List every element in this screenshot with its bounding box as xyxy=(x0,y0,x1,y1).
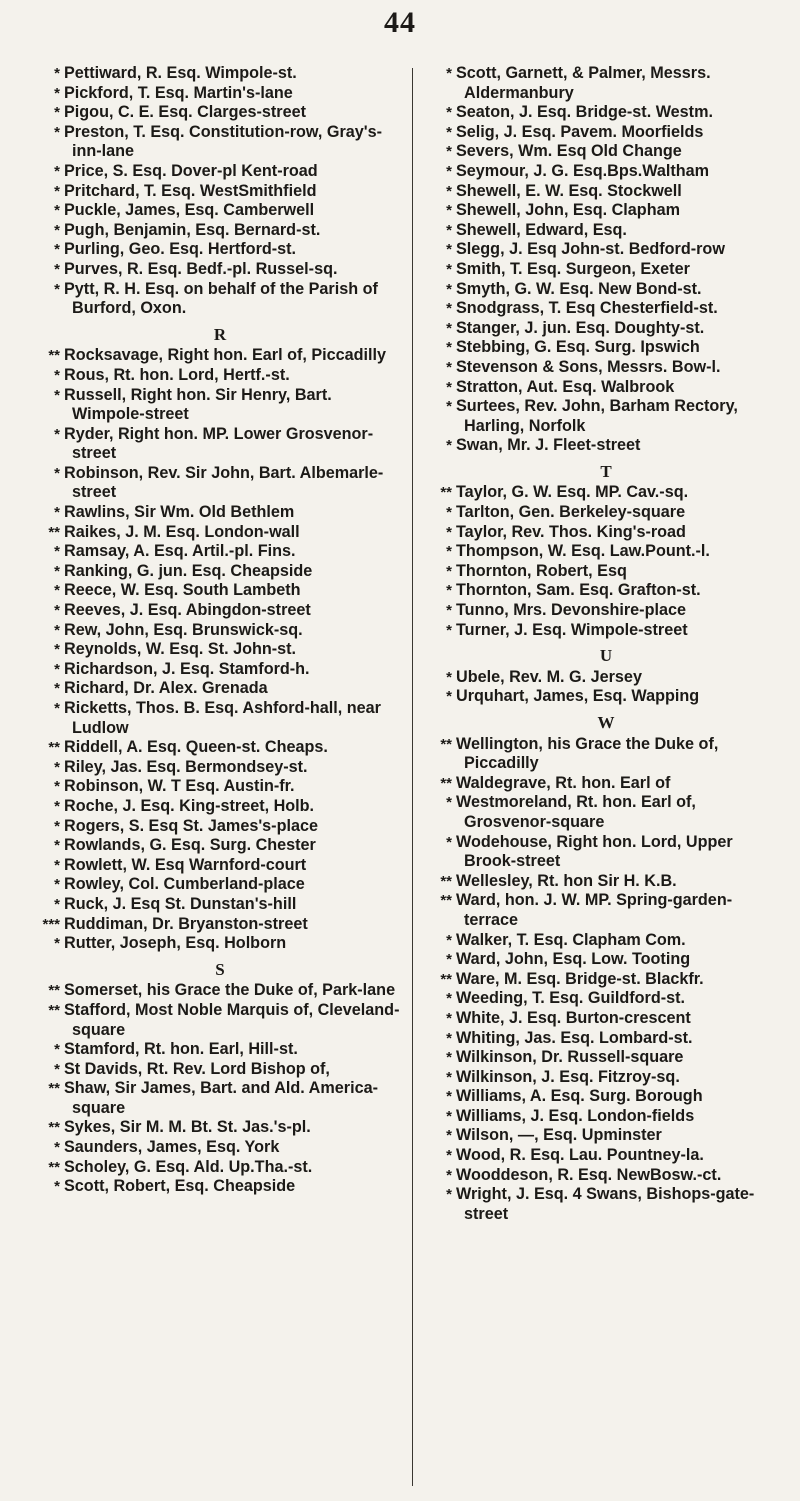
subscription-mark: * xyxy=(54,280,60,298)
subscriber-text: Pigou, C. E. Esq. Clarges-street xyxy=(64,103,306,122)
subscriber-entry xyxy=(436,1048,784,1068)
subscription-mark: ** xyxy=(440,970,452,988)
subscriber-text: Ruddiman, Dr. Bryanston-street xyxy=(64,914,308,933)
subscriber-text: Taylor, G. W. Esq. MP. Cav.-sq. xyxy=(456,483,689,502)
subscriber-text: Westmoreland, Rt. hon. Earl of, Grosvenor-square xyxy=(456,793,696,831)
subscriber-entry xyxy=(44,621,404,641)
subscription-mark: * xyxy=(446,104,452,122)
subscriber-entry xyxy=(436,142,784,162)
subscription-mark: * xyxy=(54,202,60,220)
subscriber-entry xyxy=(436,1166,784,1186)
subscriber-text: Snodgrass, T. Esq Chesterfield-st. xyxy=(456,299,718,318)
subscription-mark: * xyxy=(54,504,60,522)
subscriber-text: Scott, Garnett, & Palmer, Messrs. Aldermanbury xyxy=(456,64,711,102)
subscriber-text: Pugh, Benjamin, Esq. Bernard-st. xyxy=(64,220,321,239)
subscription-mark: * xyxy=(446,543,452,561)
subscriber-entry xyxy=(44,386,404,425)
subscription-mark: * xyxy=(54,562,60,580)
subscriber-text: Stevenson & Sons, Messrs. Bow-l. xyxy=(456,357,721,376)
subscriber-text: Rocksavage, Right hon. Earl of, Piccadilly xyxy=(64,346,387,365)
subscriber-entry xyxy=(436,1185,784,1224)
subscriber-text: Tarlton, Gen. Berkeley-square xyxy=(456,503,686,522)
subscription-mark: * xyxy=(446,221,452,239)
subscription-mark: * xyxy=(54,182,60,200)
page-number: 44 xyxy=(384,6,416,39)
subscriber-text: Reece, W. Esq. South Lambeth xyxy=(64,581,301,600)
subscriber-text: Wood, R. Esq. Lau. Pountney-la. xyxy=(456,1146,704,1165)
subscriber-text: Wooddeson, R. Esq. NewBosw.-ct. xyxy=(456,1165,722,1184)
subscription-mark: ** xyxy=(440,484,452,502)
subscriber-text: Weeding, T. Esq. Guildford-st. xyxy=(456,989,686,1008)
subscriber-text: Price, S. Esq. Dover-pl Kent-road xyxy=(64,161,318,180)
subscriber-text: Stafford, Most Noble Marquis of, Cleveland-square xyxy=(64,1000,400,1039)
subscription-mark: * xyxy=(446,621,452,639)
subscriber-entry xyxy=(44,934,404,954)
section-letter: W xyxy=(597,713,615,732)
subscriber-text: Wilson, —, Esq. Upminster xyxy=(456,1126,662,1145)
subscriber-entry xyxy=(44,523,404,543)
subscription-mark: ** xyxy=(48,1158,60,1176)
subscriber-entry xyxy=(44,895,404,915)
subscriber-text: Saunders, James, Esq. York xyxy=(64,1138,280,1157)
subscriber-entry xyxy=(436,1068,784,1088)
subscriber-text: Rutter, Joseph, Esq. Holborn xyxy=(64,934,287,953)
subscriber-text: Sykes, Sir M. M. Bt. St. Jas.'s-pl. xyxy=(64,1118,311,1137)
subscriber-text: Rowlett, W. Esq Warnford-court xyxy=(64,855,307,874)
subscriber-text: Selig, J. Esq. Pavem. Moorfields xyxy=(456,122,704,141)
subscriber-entry xyxy=(436,483,784,503)
subscription-mark: * xyxy=(54,464,60,482)
subscriber-entry xyxy=(44,660,404,680)
subscriber-entry xyxy=(44,64,404,84)
subscription-mark: * xyxy=(446,1186,452,1204)
subscriber-entry xyxy=(44,1060,404,1080)
subscriber-text: Seymour, J. G. Esq.Bps.Waltham xyxy=(456,161,710,180)
subscription-mark: * xyxy=(54,1178,60,1196)
subscriber-entry xyxy=(44,915,404,935)
subscriber-entry xyxy=(44,201,404,221)
subscriber-text: Ubele, Rev. M. G. Jersey xyxy=(456,667,642,686)
subscriber-entry xyxy=(436,503,784,523)
subscription-mark: * xyxy=(446,1029,452,1047)
subscriber-text: Preston, T. Esq. Constitution-row, Gray's-inn-lane xyxy=(64,122,383,161)
subscriber-text: Wilkinson, J. Esq. Fitzroy-sq. xyxy=(456,1067,680,1086)
section-letter: S xyxy=(215,959,225,979)
subscriber-entry xyxy=(436,103,784,123)
subscriber-entry xyxy=(436,221,784,241)
subscriber-entry xyxy=(436,378,784,398)
section-letter: R xyxy=(213,324,227,344)
subscription-mark: * xyxy=(446,300,452,318)
subscription-mark: * xyxy=(446,504,452,522)
subscriber-entry xyxy=(436,358,784,378)
subscriber-text: Rowlands, G. Esq. Surg. Chester xyxy=(64,836,316,855)
subscription-mark: * xyxy=(446,162,452,180)
subscription-mark: ** xyxy=(48,982,60,1000)
subscriber-entry xyxy=(44,103,404,123)
subscription-mark: * xyxy=(54,260,60,278)
subscription-mark: * xyxy=(446,1166,452,1184)
subscriber-entry xyxy=(44,503,404,523)
subscriber-entry xyxy=(436,687,784,707)
subscription-mark: * xyxy=(446,1068,452,1086)
section-letter: T xyxy=(600,461,612,481)
subscriber-entry xyxy=(44,1040,404,1060)
subscription-mark: * xyxy=(54,425,60,443)
subscriber-entry xyxy=(44,562,404,582)
subscriber-text: Smith, T. Esq. Surgeon, Exeter xyxy=(456,259,690,278)
subscriber-entry xyxy=(44,1118,404,1138)
subscription-mark: ** xyxy=(48,739,60,757)
subscription-mark: * xyxy=(446,562,452,580)
subscription-mark: * xyxy=(446,437,452,455)
subscriber-text: Stebbing, G. Esq. Surg. Ipswich xyxy=(456,338,700,357)
subscription-mark: * xyxy=(446,143,452,161)
subscription-mark: * xyxy=(54,895,60,913)
subscription-mark: * xyxy=(446,123,452,141)
subscription-mark: * xyxy=(54,817,60,835)
subscription-mark: * xyxy=(54,700,60,717)
subscriber-text: Rawlins, Sir Wm. Old Bethlem xyxy=(64,503,295,522)
subscriber-entry xyxy=(44,758,404,778)
subscriber-text: Pritchard, T. Esq. WestSmithfield xyxy=(64,181,317,200)
subscriber-text: Ruck, J. Esq St. Dunstan's-hill xyxy=(64,894,297,913)
subscription-mark: * xyxy=(446,358,452,376)
subscriber-entry xyxy=(436,123,784,143)
subscription-mark: * xyxy=(54,876,60,894)
subscription-mark: ** xyxy=(48,1001,60,1019)
subscriber-text: Pickford, T. Esq. Martin's-lane xyxy=(64,83,293,102)
subscription-mark: ** xyxy=(440,892,452,910)
subscription-mark: * xyxy=(54,758,60,776)
subscription-mark: * xyxy=(54,84,60,102)
subscriber-text: Richardson, J. Esq. Stamford-h. xyxy=(64,659,310,678)
subscription-mark: * xyxy=(446,668,452,686)
subscription-mark: * xyxy=(446,1009,452,1027)
subscription-mark: * xyxy=(446,833,452,851)
right-column xyxy=(428,64,784,1224)
subscriber-text: Urquhart, James, Esq. Wapping xyxy=(456,687,700,706)
subscriber-entry xyxy=(436,774,784,794)
subscriber-entry xyxy=(436,668,784,688)
subscriber-text: Wodehouse, Right hon. Lord, Upper Brook-street xyxy=(456,832,733,871)
subscription-mark: * xyxy=(54,935,60,953)
subscriber-entry xyxy=(44,797,404,817)
subscriber-text: Russell, Right hon. Sir Henry, Bart. Wimpole-street xyxy=(64,385,332,424)
subscription-mark: * xyxy=(446,319,452,337)
subscriber-entry xyxy=(436,319,784,339)
subscription-mark: * xyxy=(446,951,452,969)
subscriber-entry xyxy=(44,836,404,856)
subscriber-text: Wright, J. Esq. 4 Swans, Bishops-gate-street xyxy=(456,1185,755,1223)
subscriber-text: Raikes, J. M. Esq. London-wall xyxy=(64,522,300,541)
subscription-mark: * xyxy=(54,641,60,659)
subscriber-entry xyxy=(436,542,784,562)
subscription-mark: * xyxy=(54,778,60,796)
subscriber-text: Shewell, John, Esq. Clapham xyxy=(456,201,680,220)
subscriber-entry xyxy=(436,1087,784,1107)
subscriber-text: Ryder, Right hon. MP. Lower Grosvenor-street xyxy=(64,424,374,463)
subscription-mark: ** xyxy=(48,1080,60,1098)
subscription-mark: * xyxy=(446,378,452,396)
subscription-mark: * xyxy=(54,104,60,122)
subscription-mark: * xyxy=(54,582,60,600)
subscriber-entry xyxy=(44,425,404,464)
subscription-mark: * xyxy=(54,366,60,384)
subscription-mark: * xyxy=(446,241,452,259)
subscriber-entry xyxy=(436,299,784,319)
subscription-mark: * xyxy=(54,386,60,404)
subscriber-text: Purling, Geo. Esq. Hertford-st. xyxy=(64,240,297,259)
subscriber-text: Williams, J. Esq. London-fields xyxy=(456,1106,695,1125)
subscriber-text: Ward, John, Esq. Low. Tooting xyxy=(456,950,691,969)
subscription-mark: ** xyxy=(48,523,60,541)
subscriber-text: Ware, M. Esq. Bridge-st. Blackfr. xyxy=(456,969,704,988)
subscriber-text: Ward, hon. J. W. MP. Spring-garden-terrace xyxy=(456,891,733,929)
subscriber-entry xyxy=(436,872,784,892)
subscriber-entry xyxy=(436,931,784,951)
subscriber-entry xyxy=(436,621,784,641)
subscriber-text: Surtees, Rev. John, Barham Rectory, Harling, Norfolk xyxy=(456,397,738,435)
subscriber-entry xyxy=(436,64,784,103)
subscriber-entry xyxy=(436,1146,784,1166)
subscription-mark: * xyxy=(54,123,60,141)
subscriber-entry xyxy=(436,891,784,930)
subscription-mark: * xyxy=(54,660,60,678)
subscription-mark: *** xyxy=(42,915,60,933)
subscriber-entry xyxy=(44,581,404,601)
subscriber-text: Tunno, Mrs. Devonshire-place xyxy=(456,601,686,620)
subscriber-entry xyxy=(436,280,784,300)
subscriber-entry xyxy=(436,182,784,202)
column-divider xyxy=(412,68,413,1486)
subscriber-text: Ramsay, A. Esq. Artil.-pl. Fins. xyxy=(64,542,296,561)
subscriber-entry xyxy=(44,699,404,738)
subscriber-text: Walker, T. Esq. Clapham Com. xyxy=(456,930,686,949)
subscriber-text: Swan, Mr. J. Fleet-street xyxy=(456,436,641,455)
subscriber-text: Shewell, E. W. Esq. Stockwell xyxy=(456,181,682,200)
subscriber-entry xyxy=(436,581,784,601)
subscriber-text: St Davids, Rt. Rev. Lord Bishop of, xyxy=(64,1059,330,1078)
subscription-mark: * xyxy=(446,202,452,220)
subscriber-entry xyxy=(44,280,404,319)
subscription-mark: * xyxy=(446,582,452,600)
subscriber-text: Seaton, J. Esq. Bridge-st. Westm. xyxy=(456,103,713,122)
subscriber-entry xyxy=(436,833,784,872)
subscriber-text: Robinson, Rev. Sir John, Bart. Albemarle-street xyxy=(64,463,384,502)
subscription-mark: * xyxy=(54,602,60,620)
subscriber-entry xyxy=(436,562,784,582)
subscriber-text: Stratton, Aut. Esq. Walbrook xyxy=(456,377,675,396)
subscriber-entry xyxy=(44,221,404,241)
subscription-mark: * xyxy=(446,182,452,200)
subscriber-text: Robinson, W. T Esq. Austin-fr. xyxy=(64,777,295,796)
subscriber-text: Stamford, Rt. hon. Earl, Hill-st. xyxy=(64,1040,298,1059)
subscriber-text: Pettiward, R. Esq. Wimpole-st. xyxy=(64,64,297,82)
subscriber-text: Riley, Jas. Esq. Bermondsey-st. xyxy=(64,757,308,776)
subscriber-text: Thompson, W. Esq. Law.Pount.-l. xyxy=(456,542,710,561)
subscription-mark: * xyxy=(446,260,452,278)
subscriber-entry xyxy=(44,346,404,366)
subscription-mark: * xyxy=(54,543,60,561)
subscriber-entry xyxy=(436,1009,784,1029)
subscription-mark: ** xyxy=(440,774,452,792)
subscriber-entry xyxy=(44,84,404,104)
subscriber-entry xyxy=(436,950,784,970)
subscription-mark: * xyxy=(446,1127,452,1145)
subscriber-text: Stanger, J. jun. Esq. Doughty-st. xyxy=(456,318,705,337)
subscriber-entry xyxy=(436,162,784,182)
subscription-mark: * xyxy=(446,990,452,1008)
subscription-mark: * xyxy=(446,1049,452,1067)
subscriber-text: Riddell, A. Esq. Queen-st. Cheaps. xyxy=(64,738,328,757)
subscription-mark: * xyxy=(446,65,452,82)
subscription-mark: * xyxy=(54,797,60,815)
subscriber-entry xyxy=(44,981,404,1001)
subscriber-entry xyxy=(436,240,784,260)
subscriber-entry xyxy=(44,601,404,621)
subscriber-entry xyxy=(44,817,404,837)
subscriber-entry xyxy=(436,793,784,832)
subscription-mark: ** xyxy=(48,347,60,365)
subscriber-entry xyxy=(44,1138,404,1158)
subscriber-entry xyxy=(436,260,784,280)
subscription-mark: * xyxy=(446,602,452,620)
subscription-mark: * xyxy=(446,523,452,541)
subscriber-entry xyxy=(436,201,784,221)
subscriber-entry xyxy=(436,523,784,543)
section-letter: U xyxy=(599,646,613,666)
subscriber-text: Slegg, J. Esq John-st. Bedford-row xyxy=(456,240,725,259)
subscriber-entry xyxy=(44,738,404,758)
subscriber-text: Whiting, Jas. Esq. Lombard-st. xyxy=(456,1028,693,1047)
subscriber-text: Richard, Dr. Alex. Grenada xyxy=(64,679,268,698)
subscriber-text: Waldegrave, Rt. hon. Earl of xyxy=(456,773,671,792)
subscription-mark: * xyxy=(54,1060,60,1078)
subscriber-entry xyxy=(436,989,784,1009)
subscriber-text: Rous, Rt. hon. Lord, Hertf.-st. xyxy=(64,365,290,384)
subscriber-entry xyxy=(44,1079,404,1118)
subscription-mark: * xyxy=(54,241,60,259)
subscription-mark: * xyxy=(54,680,60,698)
subscriber-text: Scott, Robert, Esq. Cheapside xyxy=(64,1177,296,1196)
subscriber-text: Shaw, Sir James, Bart. and Ald. America-square xyxy=(64,1079,378,1117)
subscriber-entry xyxy=(436,436,784,456)
subscriber-text: White, J. Esq. Burton-crescent xyxy=(456,1008,691,1027)
subscriber-entry xyxy=(44,875,404,895)
subscriber-text: Smyth, G. W. Esq. New Bond-st. xyxy=(456,279,702,298)
subscriber-entry xyxy=(436,601,784,621)
subscription-mark: * xyxy=(446,1147,452,1165)
subscriber-entry xyxy=(44,1158,404,1178)
subscriber-text: Severs, Wm. Esq Old Change xyxy=(456,142,682,161)
subscriber-text: Turner, J. Esq. Wimpole-street xyxy=(456,620,688,639)
subscription-mark: * xyxy=(54,65,60,82)
subscriber-entry xyxy=(44,1177,404,1197)
subscription-mark: * xyxy=(54,621,60,639)
subscriber-entry xyxy=(44,182,404,202)
subscription-mark: * xyxy=(54,221,60,239)
subscriber-entry xyxy=(44,640,404,660)
subscriber-entry xyxy=(44,123,404,162)
subscription-mark: * xyxy=(446,1088,452,1106)
subscription-mark: * xyxy=(446,931,452,949)
subscriber-text: Scholey, G. Esq. Ald. Up.Tha.-st. xyxy=(64,1157,313,1176)
subscriber-text: Wilkinson, Dr. Russell-square xyxy=(456,1048,684,1067)
subscription-mark: * xyxy=(446,339,452,357)
subscriber-text: Reynolds, W. Esq. St. John-st. xyxy=(64,640,297,659)
subscriber-text: Thornton, Sam. Esq. Grafton-st. xyxy=(456,581,701,600)
subscriber-entry xyxy=(44,162,404,182)
subscriber-entry xyxy=(436,338,784,358)
subscriber-entry xyxy=(436,1029,784,1049)
subscriber-text: Roche, J. Esq. King-street, Holb. xyxy=(64,796,315,815)
subscriber-text: Wellesley, Rt. hon Sir H. K.B. xyxy=(456,871,677,890)
subscriber-text: Reeves, J. Esq. Abingdon-street xyxy=(64,601,311,620)
subscriber-text: Rogers, S. Esq St. James's-place xyxy=(64,816,318,835)
subscription-mark: * xyxy=(446,1107,452,1125)
subscriber-entry xyxy=(436,397,784,436)
subscriber-text: Shewell, Edward, Esq. xyxy=(456,220,627,239)
subscriber-entry xyxy=(44,542,404,562)
subscriber-text: Pytt, R. H. Esq. on behalf of the Parish of Burford, Oxon. xyxy=(64,279,378,318)
subscriber-text: Rew, John, Esq. Brunswick-sq. xyxy=(64,620,303,639)
subscriber-entry xyxy=(44,240,404,260)
subscriber-entry xyxy=(44,1001,404,1040)
subscriber-entry xyxy=(436,970,784,990)
subscriber-entry xyxy=(44,464,404,503)
subscriber-text: Taylor, Rev. Thos. King's-road xyxy=(456,522,686,541)
subscriber-entry xyxy=(44,856,404,876)
subscriber-text: Thornton, Robert, Esq xyxy=(456,561,627,580)
subscription-mark: * xyxy=(54,837,60,855)
subscription-mark: * xyxy=(54,1041,60,1059)
subscriber-entry xyxy=(436,1126,784,1146)
subscription-mark: * xyxy=(446,688,452,706)
subscription-mark: ** xyxy=(440,872,452,890)
subscriber-text: Ranking, G. jun. Esq. Cheapside xyxy=(64,561,313,580)
subscriber-text: Somerset, his Grace the Duke of, Park-lane xyxy=(64,981,396,1000)
subscription-mark: * xyxy=(446,280,452,298)
subscriber-entry xyxy=(44,679,404,699)
subscriber-text: Puckle, James, Esq. Camberwell xyxy=(64,201,315,220)
subscription-mark: ** xyxy=(440,735,452,753)
subscriber-entry xyxy=(44,366,404,386)
subscriber-text: Ricketts, Thos. B. Esq. Ashford-hall, near Ludlow xyxy=(64,699,381,737)
subscription-mark: * xyxy=(54,162,60,180)
subscription-mark: * xyxy=(54,1139,60,1157)
subscriber-text: Wellington, his Grace the Duke of, Piccadilly xyxy=(456,734,719,773)
subscriber-entry xyxy=(44,260,404,280)
subscription-mark: * xyxy=(446,398,452,416)
subscription-mark: * xyxy=(54,856,60,874)
subscription-mark: * xyxy=(446,794,452,812)
subscriber-text: Williams, A. Esq. Surg. Borough xyxy=(456,1087,703,1106)
subscription-mark: ** xyxy=(48,1119,60,1137)
subscriber-text: Purves, R. Esq. Bedf.-pl. Russel-sq. xyxy=(64,259,338,278)
subscriber-entry xyxy=(436,1107,784,1127)
left-column xyxy=(36,64,404,1197)
subscriber-text: Rowley, Col. Cumberland-place xyxy=(64,875,305,894)
subscriber-entry xyxy=(44,777,404,797)
subscriber-entry xyxy=(436,735,784,774)
